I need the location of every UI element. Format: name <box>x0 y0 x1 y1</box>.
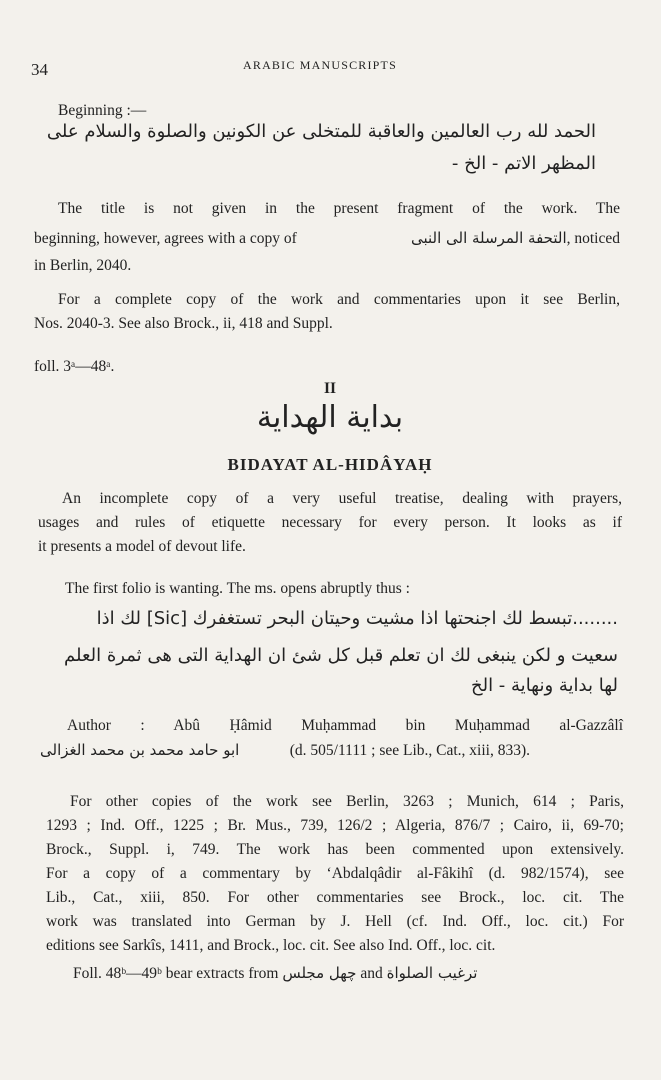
other-copies-line-6: work was translated into German by J. Hell (cf. Ind. Off., loc. cit.) For <box>46 913 624 930</box>
other-copies-line-4: For a copy of a commentary by ‘Abdalqâdir al-Fâkihî (d. 982/1574), see <box>46 865 624 882</box>
running-title: ARABIC MANUSCRIPTS <box>243 58 397 72</box>
other-copies-line-3: Brock., Suppl. i, 749. The work has been commented upon extensively. <box>46 841 624 858</box>
first-folio-note: The first folio is wanting. The ms. opens abruptly thus : <box>65 580 410 597</box>
arabic-section-title: بداية الهداية <box>256 400 404 435</box>
paragraph-1-line-2-end: , noticed <box>566 230 620 247</box>
author-death-date: (d. 505/1111 ; see Lib., Cat., xiii, 833). <box>289 742 530 759</box>
author-line-1: Author : Abû Ḥâmid Muḥammad bin Muḥammad al-Gazzâlî <box>67 717 623 734</box>
paragraph-2-line-1: For a complete copy of the work and commentaries upon it see Berlin, <box>58 291 620 308</box>
arabic-title-inline: التحفة المرسلة الى النبى <box>410 229 567 247</box>
extracts-line <box>73 963 477 984</box>
paragraph-1-line-1: The title is not given in the present fragment of the work. The <box>58 200 620 217</box>
description-line-2: usages and rules of etiquette necessary for every person. It looks as if <box>38 514 622 531</box>
paragraph-2-line-2: Nos. 2040-3. See also Brock., ii, 418 and Suppl. <box>34 315 333 332</box>
arabic-quote-line-1: ........تبسط لك اجنحتها اذا مشيت وحيتان البحر تستغفرك [Sic] لك اذا <box>96 608 618 629</box>
paragraph-1-line-2 <box>34 228 620 249</box>
paragraph-1-line-3: in Berlin, 2040. <box>34 257 132 274</box>
other-copies-line-5: Lib., Cat., xiii, 850. For other commentaries see Brock., loc. cit. The <box>46 889 624 906</box>
extracts-and: and <box>360 965 383 982</box>
page-number: 34 <box>31 60 48 79</box>
extract-title-1: چهل مجلس <box>282 964 357 982</box>
arabic-quote-line-3: لها بداية ونهاية - الخ <box>470 675 618 696</box>
author-line-2 <box>40 740 530 761</box>
beginning-label: Beginning :— <box>58 102 147 119</box>
section-title: BIDAYAT AL-HIDÂYAḤ <box>227 455 433 474</box>
section-numeral: II <box>323 380 337 397</box>
description-line-3: it presents a model of devout life. <box>38 538 246 555</box>
arabic-incipit-line-2: المظهر الاتم - الخ - <box>451 153 596 174</box>
other-copies-line-7: editions see Sarkîs, 1411, and Brock., loc. cit. See also Ind. Off., loc. cit. <box>46 937 496 954</box>
extracts-text: Foll. 48ᵇ—49ᵇ bear extracts from <box>73 965 279 982</box>
paragraph-1-line-2-text: beginning, however, agrees with a copy of <box>34 230 297 247</box>
other-copies-line-1: For other copies of the work see Berlin, 3263 ; Munich, 614 ; Paris, <box>70 793 624 810</box>
folio-range: foll. 3ᵃ—48ᵃ. <box>34 358 115 375</box>
other-copies-line-2: 1293 ; Ind. Off., 1225 ; Br. Mus., 739, 126/2 ; Algeria, 876/7 ; Cairo, ii, 69-70; <box>46 817 624 834</box>
description-line-1: An incomplete copy of a very useful treatise, dealing with prayers, <box>62 490 622 507</box>
arabic-incipit-line-1: الحمد لله رب العالمين والعاقبة للمتخلى عن الكونين والصلوة والسلام على <box>46 121 596 142</box>
author-name-arabic: ابو حامد محمد بن محمد الغزالى <box>40 741 240 759</box>
arabic-quote-line-2: سعيت و لكن ينبغى لك ان تعلم قبل كل شئ ان الهداية التى هى ثمرة العلم <box>64 645 618 666</box>
extract-title-2: ترغيب الصلواة <box>386 964 478 982</box>
